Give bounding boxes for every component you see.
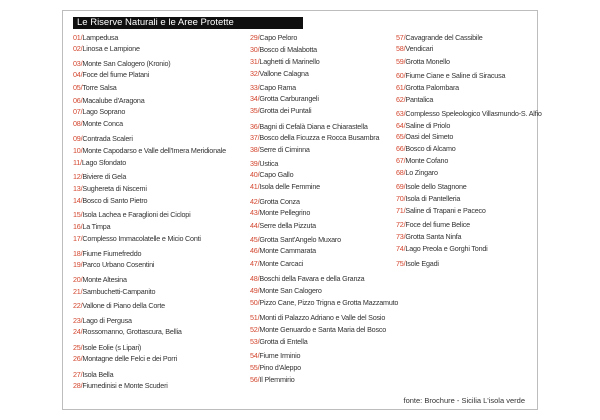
reserve-number: 31/ — [250, 57, 260, 66]
reserve-name: Grotta dei Puntali — [259, 106, 312, 115]
reserve-name: Vallone di Piano della Corte — [82, 301, 165, 310]
reserve-item — [73, 260, 154, 269]
source-caption: fonte: Brochure - Sicilia L'isola verde — [403, 396, 525, 405]
reserve-item — [250, 375, 295, 384]
reserve-number: 41/ — [250, 182, 260, 191]
reserve-item — [250, 106, 311, 115]
reserve-name: Il Plemmirio — [259, 375, 295, 384]
reserve-number: 01/ — [73, 33, 83, 42]
reserve-name: La Timpa — [82, 222, 111, 231]
reserve-number: 29/ — [250, 33, 260, 42]
reserve-name: Sughereta di Niscemi — [82, 184, 147, 193]
reserve-name: Lo Zingaro — [405, 168, 438, 177]
reserve-number: 23/ — [73, 316, 83, 325]
reserve-item — [73, 275, 127, 284]
reserve-name: Oasi del Simeto — [405, 132, 454, 141]
reserve-number: 54/ — [250, 351, 260, 360]
reserve-name: Bosco di Santo Pietro — [82, 196, 148, 205]
reserve-number: 58/ — [396, 44, 406, 53]
reserve-item — [250, 337, 308, 346]
reserve-name: Isole dello Stagnone — [405, 182, 467, 191]
reserve-item — [73, 370, 113, 379]
reserve-name: Contrada Scaleri — [82, 134, 133, 143]
reserve-name: Complesso Speleologico Villasmundo-S. Alfio — [405, 109, 542, 118]
reserve-number: 57/ — [396, 33, 406, 42]
reserve-number: 35/ — [250, 106, 260, 115]
reserve-item — [250, 197, 300, 206]
reserve-number: 51/ — [250, 313, 260, 322]
reserve-item — [73, 234, 201, 243]
reserve-item — [396, 220, 470, 229]
reserve-item — [250, 122, 368, 131]
reserve-item — [250, 170, 293, 179]
reserve-name: Bosco di Malabotta — [259, 45, 317, 54]
reserve-name: Serre della Pizzuta — [259, 221, 316, 230]
reserve-number: 73/ — [396, 232, 406, 241]
reserve-item — [73, 196, 147, 205]
reserve-number: 75/ — [396, 259, 406, 268]
reserve-name: Bagni di Cefalà Diana e Chiarastella — [259, 122, 368, 131]
reserve-item — [396, 144, 456, 153]
reserve-name: Complesso Immacolatelle e Micio Conti — [82, 234, 201, 243]
reserve-name: Grotta Santa Ninfa — [405, 232, 462, 241]
reserve-name: Sambuchetti-Campanito — [82, 287, 156, 296]
reserve-name: Monte Carcaci — [259, 259, 304, 268]
reserve-item — [250, 235, 341, 244]
reserve-number: 34/ — [250, 94, 260, 103]
reserve-item — [396, 121, 450, 130]
reserve-number: 71/ — [396, 206, 406, 215]
reserve-item — [73, 134, 133, 143]
reserve-number: 17/ — [73, 234, 83, 243]
reserve-item — [73, 70, 149, 79]
reserve-item — [396, 71, 505, 80]
reserve-item — [250, 246, 316, 255]
reserve-item — [396, 168, 438, 177]
reserve-number: 46/ — [250, 246, 260, 255]
reserve-name: Saline di Priolo — [405, 121, 451, 130]
reserve-number: 22/ — [73, 301, 83, 310]
reserve-name: Isola delle Femmine — [259, 182, 320, 191]
reserve-item — [396, 156, 448, 165]
reserve-number: 62/ — [396, 95, 406, 104]
reserve-number: 16/ — [73, 222, 83, 231]
reserve-item — [73, 184, 147, 193]
reserve-name: Parco Urbano Cosentini — [82, 260, 155, 269]
reserve-item — [73, 343, 141, 352]
reserve-number: 64/ — [396, 121, 406, 130]
reserve-name: Pino d'Aleppo — [259, 363, 301, 372]
reserve-name: Pizzo Cane, Pizzo Trigna e Grotta Mazzamuto — [259, 298, 399, 307]
reserve-number: 12/ — [73, 172, 83, 181]
reserve-number: 49/ — [250, 286, 260, 295]
reserve-item — [250, 159, 278, 168]
reserve-name: Fiume Irminio — [259, 351, 301, 360]
reserve-item — [250, 69, 309, 78]
reserve-number: 09/ — [73, 134, 83, 143]
reserve-item — [73, 301, 165, 310]
reserve-name: Monte San Calogero — [259, 286, 322, 295]
reserve-name: Grotta Conza — [259, 197, 300, 206]
reserve-item — [250, 274, 364, 283]
reserve-name: Biviere di Gela — [82, 172, 127, 181]
reserve-name: Monti di Palazzo Adriano e Valle del Sosio — [259, 313, 386, 322]
reserve-name: Monte Genuardo e Santa Maria del Bosco — [259, 325, 387, 334]
reserve-number: 26/ — [73, 354, 83, 363]
reserve-item — [73, 172, 126, 181]
reserve-number: 04/ — [73, 70, 83, 79]
reserve-number: 36/ — [250, 122, 260, 131]
reserve-number: 21/ — [73, 287, 83, 296]
reserve-name: Grotta Monello — [405, 57, 450, 66]
reserve-number: 66/ — [396, 144, 406, 153]
reserve-name: Monte Cammarata — [259, 246, 316, 255]
reserve-number: 67/ — [396, 156, 406, 165]
reserve-item — [73, 158, 126, 167]
reserve-item — [73, 146, 226, 155]
reserve-name: Saline di Trapani e Paceco — [405, 206, 486, 215]
reserve-number: 45/ — [250, 235, 260, 244]
reserve-name: Fiume Ciane e Saline di Siracusa — [405, 71, 506, 80]
reserve-name: Fiumedinisi e Monte Scuderi — [82, 381, 168, 390]
reserve-item — [73, 222, 110, 231]
reserve-item — [73, 381, 168, 390]
reserve-name: Monte Capodarso e Valle dell'Imera Meridionale — [82, 146, 226, 155]
reserve-item — [396, 44, 433, 53]
reserve-item — [73, 354, 177, 363]
reserve-number: 11/ — [73, 158, 82, 167]
reserve-name: Isola Bella — [82, 370, 114, 379]
reserve-item — [73, 249, 141, 258]
reserve-name: Boschi della Favara e della Granza — [259, 274, 365, 283]
reserve-number: 48/ — [250, 274, 260, 283]
reserve-number: 07/ — [73, 107, 83, 116]
reserve-item — [250, 325, 386, 334]
reserve-number: 24/ — [73, 327, 83, 336]
reserve-item — [250, 208, 310, 217]
reserve-number: 38/ — [250, 145, 260, 154]
reserve-number: 20/ — [73, 275, 83, 284]
reserve-name: Lago Soprano — [82, 107, 126, 116]
reserve-name: Rossomanno, Grottascura, Bellia — [82, 327, 182, 336]
reserve-name: Monte Altesina — [82, 275, 127, 284]
reserve-name: Pantalica — [405, 95, 434, 104]
reserve-item — [250, 351, 300, 360]
reserve-number: 39/ — [250, 159, 260, 168]
reserve-item — [396, 132, 453, 141]
reserve-number: 28/ — [73, 381, 83, 390]
reserve-item — [250, 45, 317, 54]
reserve-name: Macalube d'Aragona — [82, 96, 145, 105]
reserve-item — [250, 313, 385, 322]
reserve-name: Grotta Carburangeli — [259, 94, 319, 103]
reserve-number: 53/ — [250, 337, 260, 346]
reserve-number: 06/ — [73, 96, 83, 105]
reserve-name: Montagne delle Felci e dei Porri — [82, 354, 178, 363]
reserve-name: Cavagrande del Cassibile — [405, 33, 483, 42]
reserve-item — [250, 57, 320, 66]
reserve-number: 15/ — [73, 210, 83, 219]
reserve-name: Laghetti di Marinello — [259, 57, 320, 66]
reserve-number: 47/ — [250, 259, 260, 268]
reserve-item — [73, 287, 155, 296]
reserve-item — [250, 182, 320, 191]
reserve-item — [250, 133, 379, 142]
reserve-number: 08/ — [73, 119, 83, 128]
reserve-name: Lago Preola e Gorghi Tondi — [405, 244, 488, 253]
reserve-number: 69/ — [396, 182, 406, 191]
reserve-number: 27/ — [73, 370, 83, 379]
reserve-number: 68/ — [396, 168, 406, 177]
reserve-name: Lago di Pergusa — [82, 316, 132, 325]
reserve-number: 33/ — [250, 83, 260, 92]
reserve-item — [73, 316, 132, 325]
reserve-number: 32/ — [250, 69, 260, 78]
reserve-number: 18/ — [73, 249, 83, 258]
reserve-name: Capo Peloro — [259, 33, 298, 42]
reserve-number: 05/ — [73, 83, 83, 92]
reserve-item — [396, 109, 542, 118]
reserve-name: Bosco della Ficuzza e Rocca Busambra — [259, 133, 380, 142]
reserve-item — [250, 94, 319, 103]
reserve-name: Grotta Palombara — [405, 83, 459, 92]
reserve-name: Grotta Sant'Angelo Muxaro — [259, 235, 341, 244]
reserve-item — [250, 33, 297, 42]
reserve-number: 63/ — [396, 109, 406, 118]
reserve-number: 44/ — [250, 221, 260, 230]
reserve-name: Monte Pellegrino — [259, 208, 311, 217]
reserve-item — [250, 286, 322, 295]
reserve-name: Vendicari — [405, 44, 434, 53]
reserve-item — [396, 232, 461, 241]
reserve-number: 42/ — [250, 197, 260, 206]
reserve-number: 70/ — [396, 194, 406, 203]
reserve-item — [73, 59, 171, 68]
reserve-item — [396, 95, 433, 104]
reserve-item — [73, 96, 145, 105]
reserve-number: 02/ — [73, 44, 83, 53]
reserve-item — [396, 57, 450, 66]
reserve-name: Lago Sfondato — [81, 158, 127, 167]
reserve-number: 30/ — [250, 45, 260, 54]
reserve-number: 13/ — [73, 184, 83, 193]
reserve-number: 40/ — [250, 170, 260, 179]
reserve-name: Serre di Ciminna — [259, 145, 310, 154]
reserve-number: 55/ — [250, 363, 260, 372]
reserve-item — [250, 83, 296, 92]
reserve-item — [396, 244, 488, 253]
reserve-item — [396, 259, 439, 268]
reserve-name: Foce del fiume Belice — [405, 220, 470, 229]
reserve-number: 03/ — [73, 59, 83, 68]
reserve-name: Monte Conca — [82, 119, 123, 128]
reserve-name: Grotta di Entella — [259, 337, 308, 346]
reserve-number: 72/ — [396, 220, 406, 229]
reserve-name: Torre Salsa — [82, 83, 117, 92]
reserve-item — [73, 44, 140, 53]
reserve-name: Foce del fiume Platani — [82, 70, 150, 79]
reserve-name: Monte Cofano — [405, 156, 449, 165]
reserve-item — [250, 221, 316, 230]
reserve-number: 65/ — [396, 132, 406, 141]
reserve-item — [396, 83, 459, 92]
reserve-item — [250, 298, 398, 307]
reserve-item — [250, 259, 303, 268]
reserve-item — [73, 327, 182, 336]
reserve-item — [396, 182, 467, 191]
reserve-name: Linosa e Lampione — [82, 44, 140, 53]
reserve-number: 14/ — [73, 196, 83, 205]
reserve-number: 25/ — [73, 343, 83, 352]
reserve-name: Bosco di Alcamo — [405, 144, 456, 153]
reserve-name: Monte San Calogero (Kronio) — [82, 59, 171, 68]
reserve-number: 74/ — [396, 244, 406, 253]
reserve-number: 37/ — [250, 133, 260, 142]
reserve-item — [73, 33, 118, 42]
reserve-item — [73, 119, 123, 128]
reserve-item — [250, 145, 310, 154]
document-title: Le Riserve Naturali e le Aree Protette — [73, 17, 303, 29]
reserve-name: Fiume Fiumefreddo — [82, 249, 142, 258]
reserve-number: 10/ — [73, 146, 83, 155]
reserve-name: Isola Lachea e Faraglioni dei Ciclopi — [82, 210, 191, 219]
reserve-number: 52/ — [250, 325, 260, 334]
reserve-item — [250, 363, 301, 372]
reserve-name: Ustica — [259, 159, 279, 168]
reserve-name: Isola di Pantelleria — [405, 194, 461, 203]
reserve-name: Isole Eolie (s Lipari) — [82, 343, 142, 352]
reserve-number: 56/ — [250, 375, 260, 384]
reserve-item — [396, 194, 460, 203]
reserve-name: Isole Egadi — [405, 259, 439, 268]
document-frame — [62, 10, 542, 410]
reserve-number: 60/ — [396, 71, 406, 80]
reserve-item — [396, 206, 486, 215]
reserve-name: Capo Gallo — [259, 170, 294, 179]
reserve-name: Vallone Calagna — [259, 69, 309, 78]
reserve-item — [396, 33, 483, 42]
reserve-number: 43/ — [250, 208, 260, 217]
reserve-name: Capo Rama — [259, 83, 296, 92]
reserve-number: 61/ — [396, 83, 406, 92]
reserve-number: 59/ — [396, 57, 406, 66]
reserve-number: 19/ — [73, 260, 83, 269]
reserve-number: 50/ — [250, 298, 260, 307]
reserve-name: Lampedusa — [82, 33, 119, 42]
reserve-item — [73, 107, 125, 116]
reserve-item — [73, 210, 190, 219]
reserve-item — [73, 83, 117, 92]
